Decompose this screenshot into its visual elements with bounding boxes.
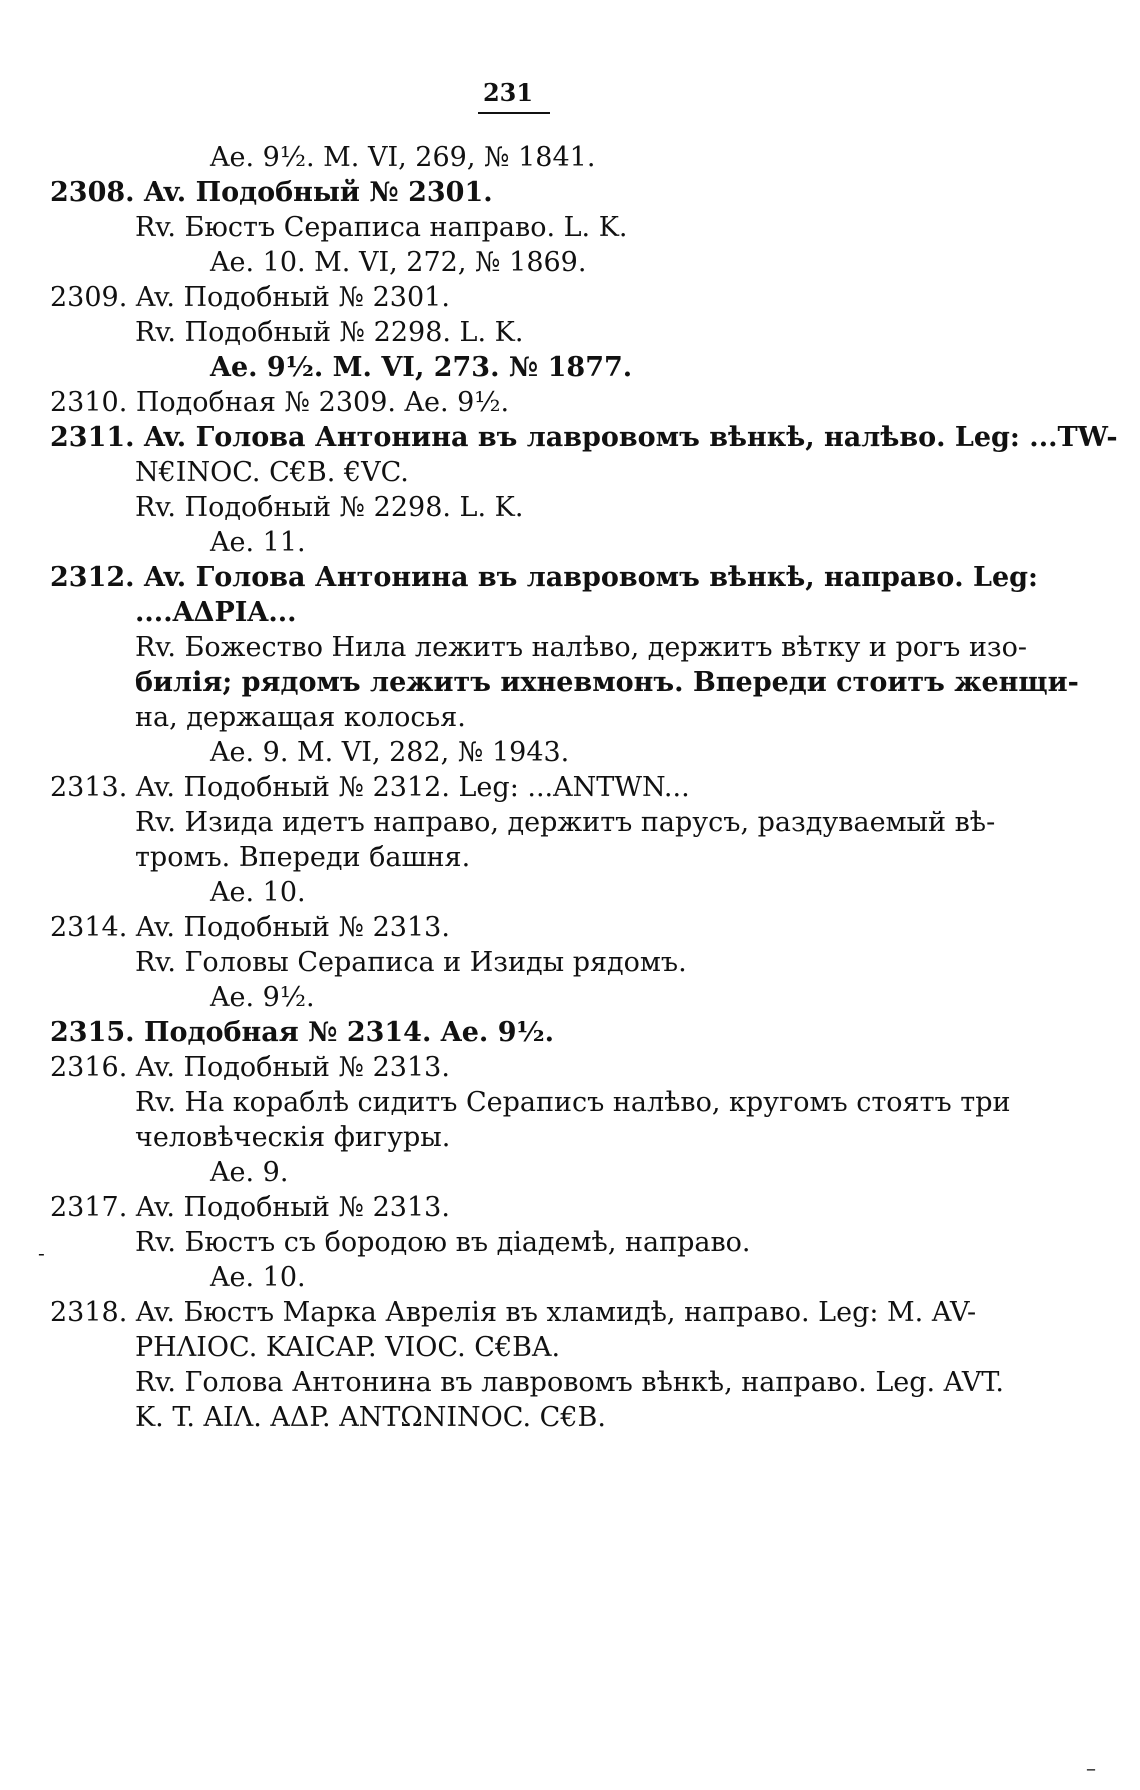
text-line: билія; рядомъ лежитъ ихневмонъ. Впереди стоитъ женщи- [135, 667, 1079, 698]
text-line: человѣческія фигуры. [135, 1122, 451, 1153]
text-line: Ae. 9½. [210, 982, 315, 1013]
text-line: Rv. Подобный № 2298. L. K. [135, 317, 524, 348]
text-line: Rv. Подобный № 2298. L. K. [135, 492, 524, 523]
text-line: 2308. Av. Подобный № 2301. [50, 177, 493, 208]
text-line: K. T. AIΛ. AΔP. ANTΩNINOC. C€B. [135, 1402, 606, 1433]
text-line: на, держащая колосья. [135, 702, 466, 733]
text-line: 2313. Av. Подобный № 2312. Leg: ...ANTWN... [50, 772, 690, 803]
text-line: 2311. Av. Голова Антонина въ лавровомъ вѣнкѣ, налѣво. Leg: ...TW- [50, 422, 1118, 453]
text-line: Ae. 10. [210, 1262, 306, 1293]
text-line: Ae. 9½. M. VI, 273. № 1877. [210, 352, 633, 383]
text-line: Rv. На кораблѣ сидитъ Сераписъ налѣво, кругомъ стоятъ три [135, 1087, 1011, 1118]
text-line: 2309. Av. Подобный № 2301. [50, 282, 450, 313]
text-line: 2315. Подобная № 2314. Ae. 9½. [50, 1017, 555, 1048]
text-line: тромъ. Впереди башня. [135, 842, 471, 873]
text-line: Ae. 9. [210, 1157, 289, 1188]
text-line: Rv. Бюстъ съ бородою въ діадемѣ, направо. [135, 1227, 751, 1258]
text-line: 2318. Av. Бюстъ Марка Аврелія въ хламидѣ, направо. Leg: M. AV- [50, 1297, 977, 1328]
text-line: Rv. Головы Сераписа и Изиды рядомъ. [135, 947, 687, 978]
text-line: Rv. Бюстъ Сераписа направо. L. K. [135, 212, 628, 243]
text-line: 2317. Av. Подобный № 2313. [50, 1192, 450, 1223]
text-line: 2312. Av. Голова Антонина въ лавровомъ вѣнкѣ, направо. Leg: [50, 562, 1039, 593]
text-line: Rv. Божество Нила лежитъ налѣво, держитъ вѣтку и рогъ изо- [135, 632, 1028, 663]
text-line: 2310. Подобная № 2309. Ae. 9½. [50, 387, 510, 418]
text-line: Ae. 10. M. VI, 272, № 1869. [210, 247, 587, 278]
page-number-rule [478, 112, 550, 114]
text-line: 2316. Av. Подобный № 2313. [50, 1052, 450, 1083]
stray-mark: – [1086, 1756, 1096, 1780]
text-line: Ae. 9½. M. VI, 269, № 1841. [210, 142, 596, 173]
text-line: Ae. 11. [210, 527, 306, 558]
page-number: 231 [482, 78, 534, 107]
text-line: N€INOC. C€B. €VC. [135, 457, 409, 488]
text-line: Rv. Изида идетъ направо, держитъ парусъ, раздуваемый вѣ- [135, 807, 996, 838]
text-line: 2314. Av. Подобный № 2313. [50, 912, 450, 943]
text-line: Ae. 10. [210, 877, 306, 908]
stray-mark: - [38, 1241, 45, 1265]
text-line: ....AΔPIA... [135, 597, 297, 628]
text-line: Rv. Голова Антонина въ лавровомъ вѣнкѣ, направо. Leg. AVT. [135, 1367, 1004, 1398]
text-line: PHΛIOC. KAICAP. VIOC. C€BA. [135, 1332, 561, 1363]
text-line: Ae. 9. M. VI, 282, № 1943. [210, 737, 570, 768]
